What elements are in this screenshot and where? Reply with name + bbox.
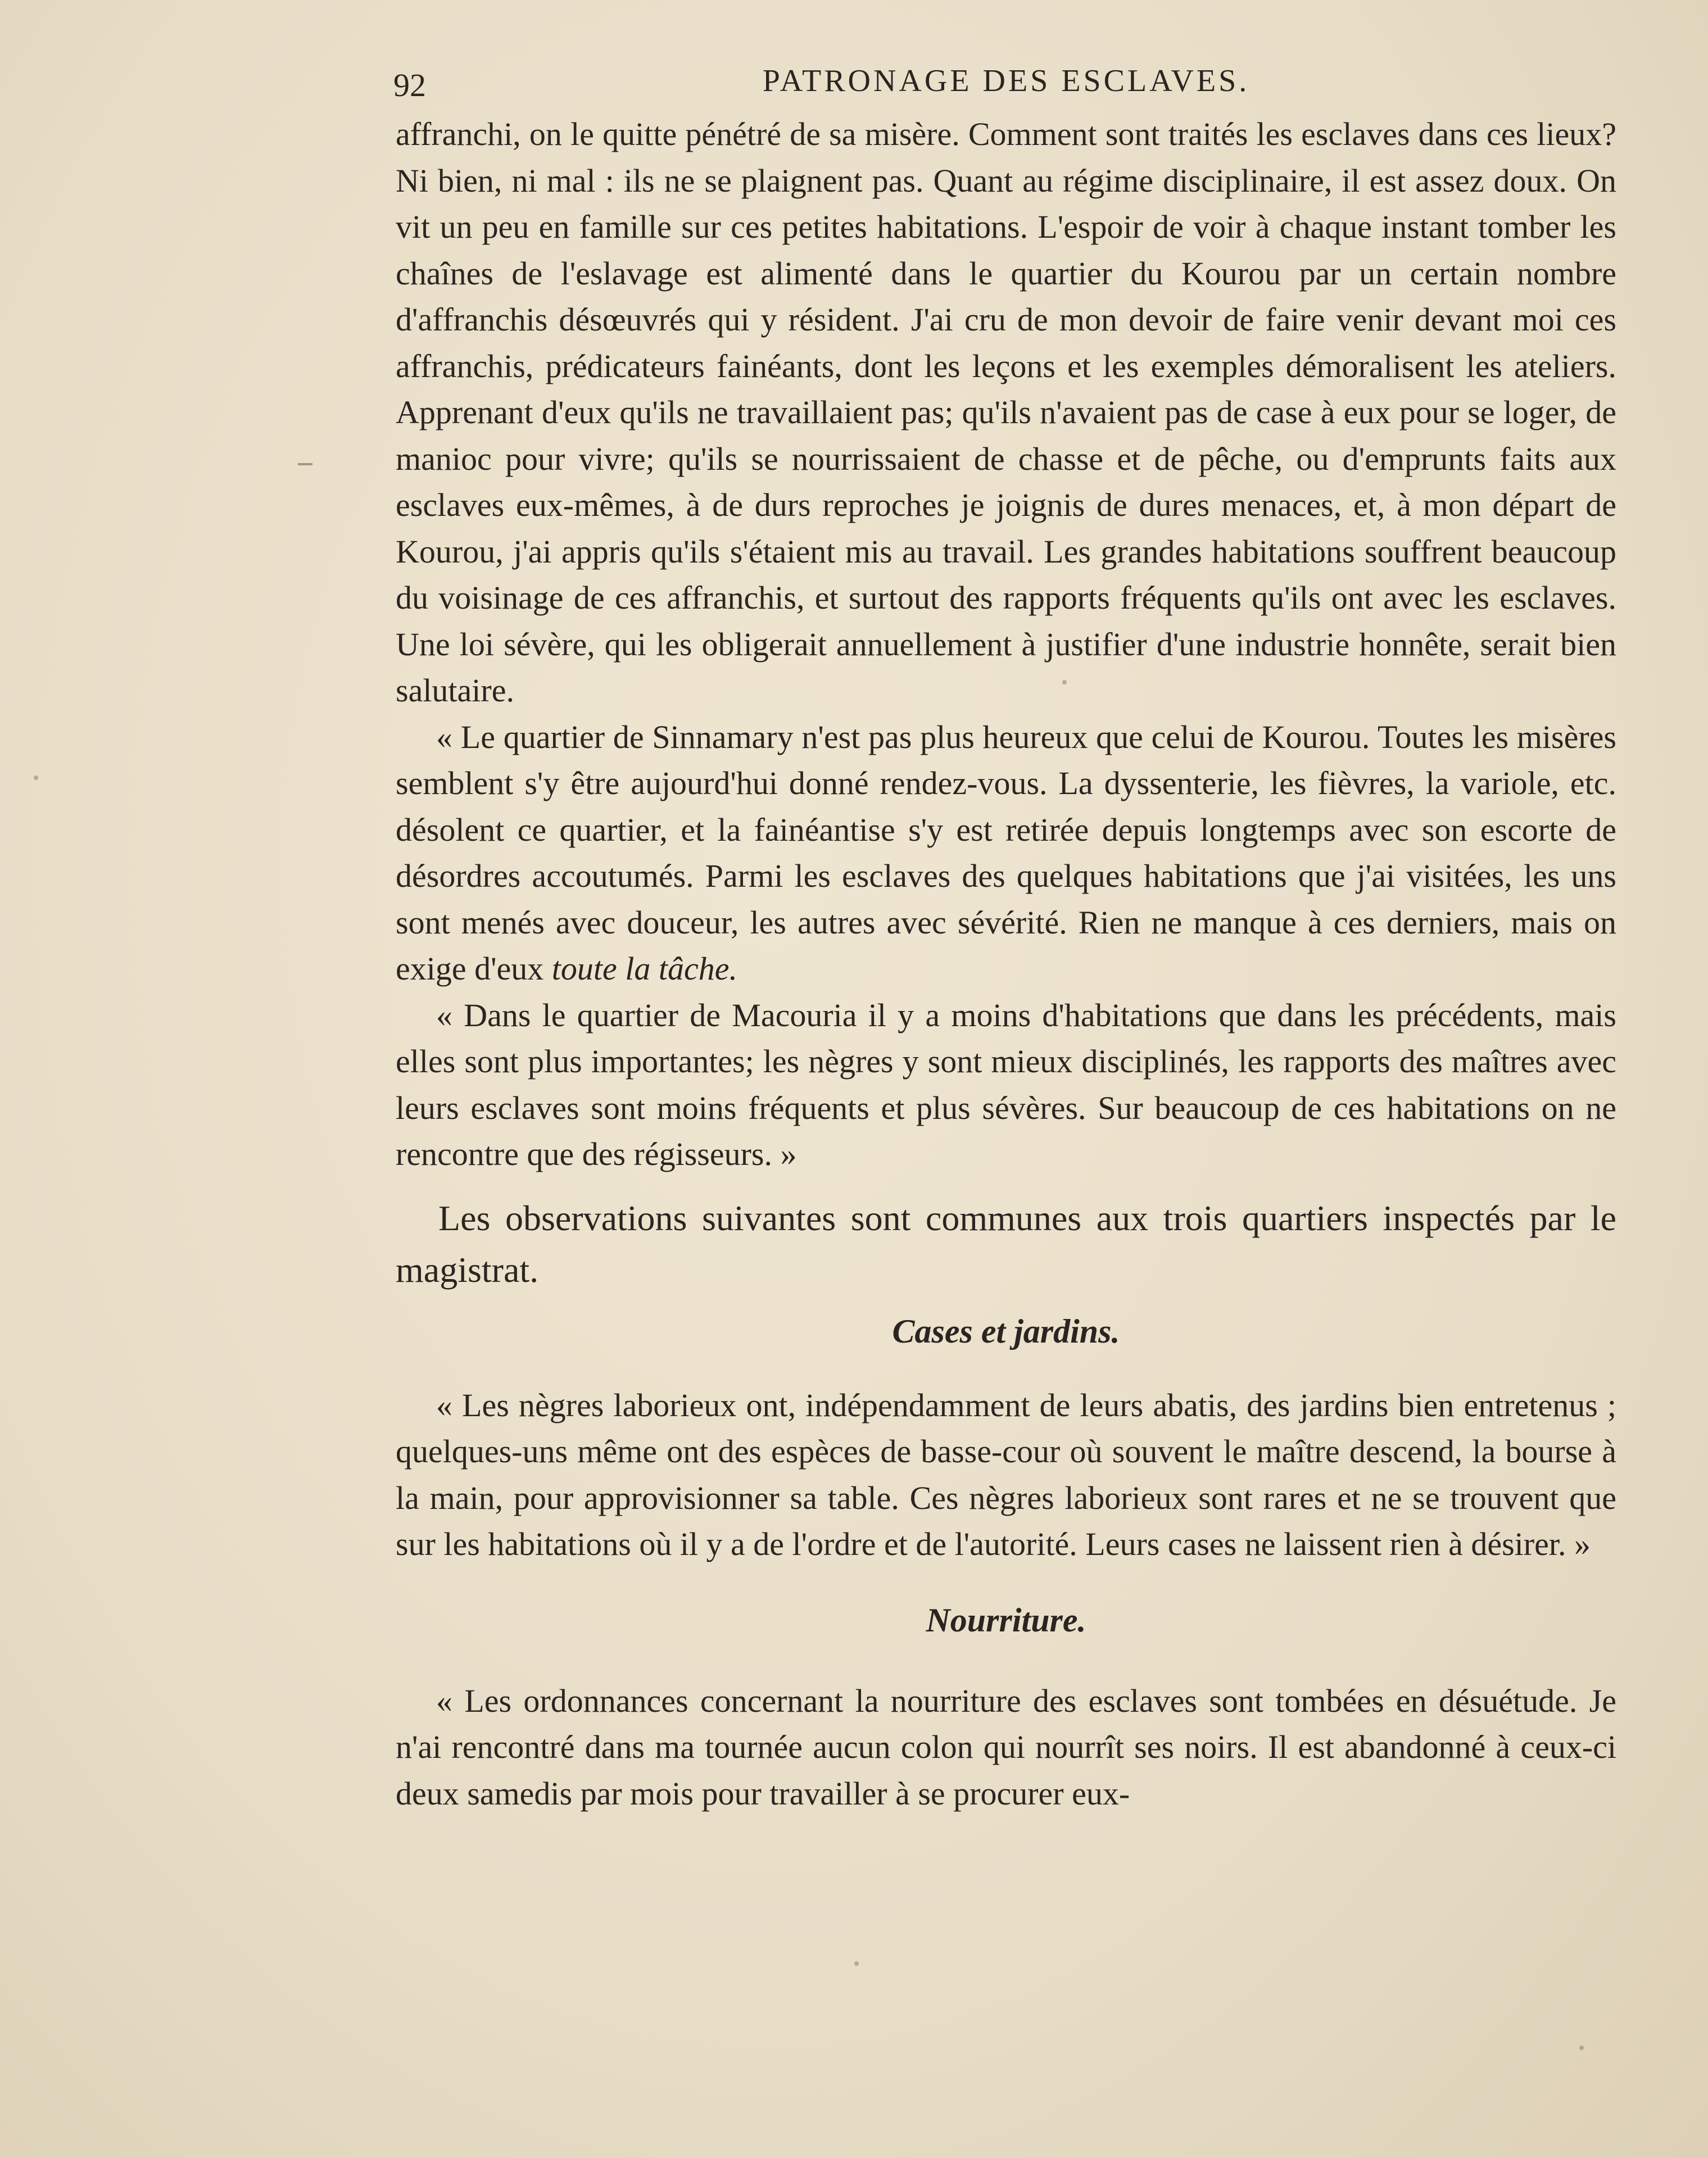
paragraph-cases-jardins: « Les nègres laborieux ont, indépendamment de leurs abatis, des jardins bien entretenus ; quelques-uns même ont des espèces de basse-cour où souvent le maître descend, la bourse à la main, pour approvisionner sa table. Ces nègres laborieux sont rares et ne se trouvent que sur les habitations où il y a de l'ordre et de l'autorité. Leurs cases ne laissent rien à désirer. » (396, 1386, 1616, 1562)
body-text (396, 111, 1616, 1817)
paper-speck (1579, 2046, 1584, 2050)
page-number: 92 (393, 67, 426, 103)
paper-speck (34, 776, 38, 780)
running-title: PATRONAGE DES ESCLAVES. (762, 64, 1250, 98)
margin-mark (298, 463, 312, 465)
paragraph-continued: affranchi, on le quitte pénétré de sa misère. Comment sont traités les esclaves dans ces lieux? Ni bien, ni mal : ils ne se plaignent pas. Quant au régime disciplinaire, il est assez doux. On vit un peu en famille sur ces petites habitations. L'espoir de voir à chaque instant tomber les chaînes de l'eslavage est alimenté dans le quartier du Kourou par un certain nombre d'affranchis désœuvrés qui y résident. J'ai cru de mon devoir de faire venir devant moi ces affranchis, prédicateurs fainéants, dont les leçons et les exemples démoralisent les ateliers. Apprenant d'eux qu'ils ne travaillaient pas; qu'ils n'avaient pas de case à eux pour se loger, de manioc pour vivre; qu'ils se nourrissaient de chasse et de pêche, ou d'emprunts faits aux esclaves eux-mêmes, à de durs reproches je joignis de dures menaces, et, à mon départ de Kourou, j'ai appris qu'ils s'étaient mis au travail. Les grandes habitations souffrent beaucoup du voisinage de ces affranchis, et surtout des rapports fréquents qu'ils ont avec les esclaves. Une loi sévère, qui les obligerait annuellement à justifier d'une industrie honnête, serait bien salutaire. (396, 116, 1616, 709)
page-header (393, 63, 1619, 108)
paragraph-nourriture: « Les ordonnances concernant la nourriture des esclaves sont tombées en désuétude. Je n'ai rencontré dans ma tournée aucun colon qui nourrît ses noirs. Il est abandonné à ceux-ci deux samedis par mois pour travailler à se procurer eux- (396, 1682, 1616, 1812)
section-title-nourriture: Nourriture. (926, 1601, 1086, 1639)
italic-phrase: toute la tâche. (551, 950, 737, 987)
paragraph-observations: Les observations suivantes sont communes aux trois quartiers inspectés par le magistrat. (396, 1198, 1616, 1290)
section-title-cases-jardins: Cases et jardins. (892, 1312, 1120, 1350)
paper-speck (854, 1961, 859, 1966)
paper-speck (1062, 680, 1067, 684)
paragraph-macouria: « Dans le quartier de Macouria il y a moins d'habitations que dans les précédents, mais elles sont plus importantes; les nègres y sont mieux disciplinés, les rapports des maîtres avec leurs esclaves sont moins fréquents et plus sévères. Sur beaucoup de ces habitations on ne rencontre que des régisseurs. » (396, 996, 1616, 1172)
paragraph-sinnamary-text: « Le quartier de Sinnamary n'est pas plus heureux que celui de Kourou. Toutes les misères semblent s'y être aujourd'hui donné rendez-vous. La dyssenterie, les fièvres, la variole, etc. désolent ce quartier, et la fainéantise s'y est retirée depuis longtemps avec son escorte de désordres accoutumés. Parmi les esclaves des quelques habitations que j'ai visitées, les uns sont menés avec douceur, les autres avec sévérité. Rien ne manque à ces derniers, mais on exige d'eux (396, 718, 1616, 987)
paragraph-sinnamary (396, 714, 1616, 992)
